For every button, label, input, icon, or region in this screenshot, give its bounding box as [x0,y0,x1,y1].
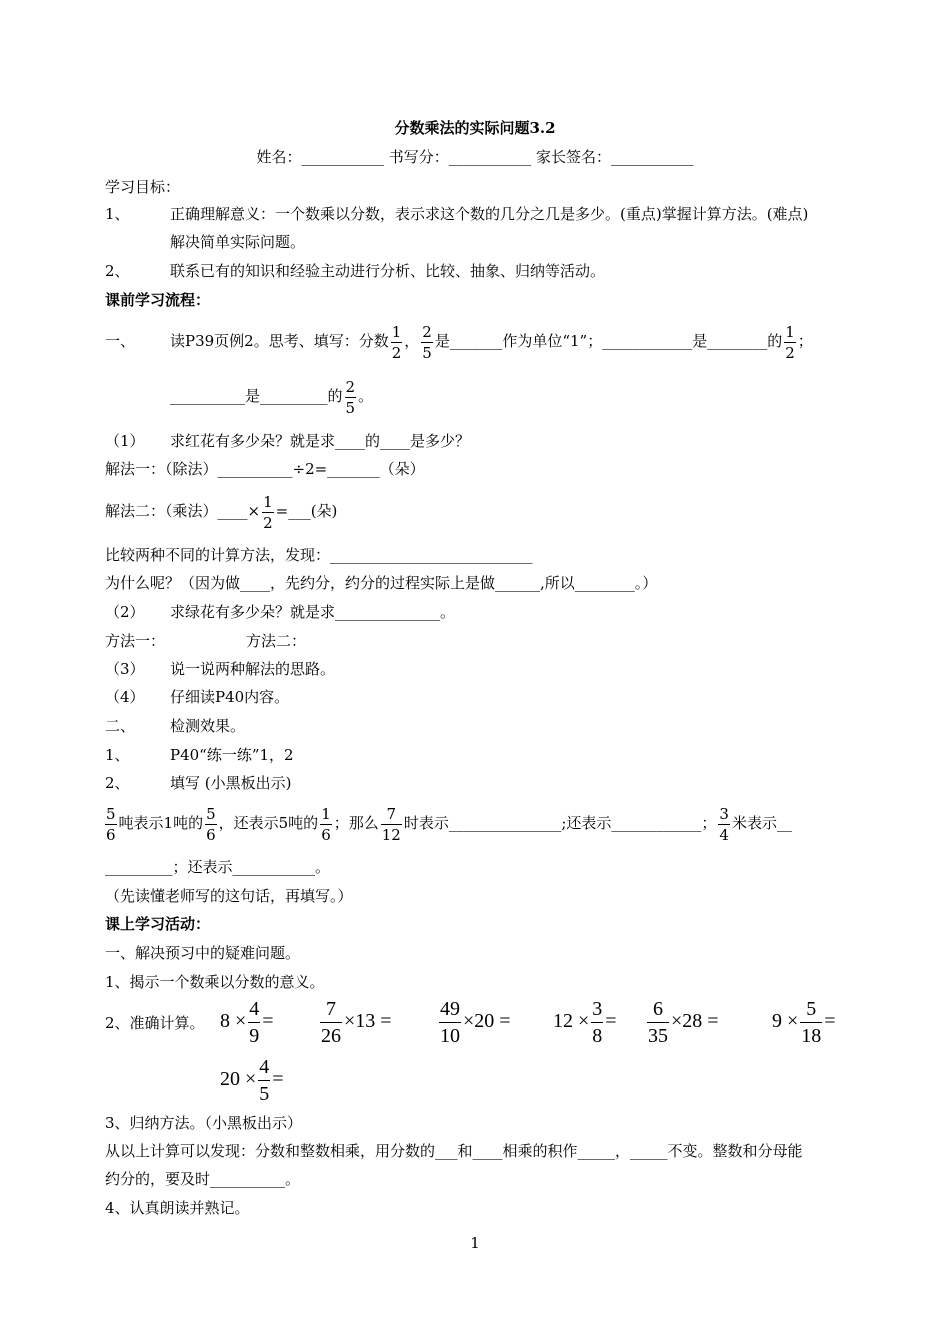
calc-2: $\frac{7}{26}$ ×13 = [321,998,392,1047]
calc-4: 12 × $\frac{3}{8}$ = [553,998,617,1047]
fill-line1 [103,800,792,846]
fill-text-d: 时表示_______________;还表示____________； [403,814,717,832]
q1-text-d: ； [797,332,813,350]
method1-line: 解法一：（除法）__________÷2=_______（朵） [105,460,425,478]
sub1-num: （1） [105,432,145,450]
sub2-text: 求绿花有多少朵？就是求______________。 [170,603,456,621]
sub3-num: （3） [105,660,145,678]
page-number: 1 [470,1234,480,1252]
preclass-heading: 课前学习流程： [105,291,211,309]
q1-num: 一、 [105,332,136,350]
q1-text-b: ， [404,332,420,350]
objective-2-text: 联系已有的知识和经验主动进行分析、比较、抽象、归纳等活动。 [170,262,606,280]
fraction-2-5: $\frac{2}{5}$ [422,322,432,362]
q1-line2-a: __________是_________的 [170,387,343,405]
q1-line1 [170,318,813,364]
method2-line [105,488,337,534]
fraction-2-5-b: $\frac{2}{5}$ [345,377,356,417]
method2-text-a: 解法二：（乘法）____× [105,502,261,520]
compare-line: 比较两种不同的计算方法，发现：___________________________ [105,546,533,564]
inclass-2: 1、揭示一个数乘以分数的意义。 [105,973,325,991]
fill-text-e: 米表示__ [731,814,792,832]
sub4-num: （4） [105,688,145,706]
inclass-1: 一、解决预习中的疑难问题。 [105,944,301,962]
p2-2-num: 2、 [105,774,130,792]
fraction-1-2-b: $\frac{1}{2}$ [785,322,795,362]
page-title: 分数乘法的实际问题3.2 [394,119,556,137]
inclass-3: 2、准确计算。 [105,1014,205,1032]
p2-1-num: 1、 [105,746,130,764]
fill-text-c: ；那么 [333,814,379,832]
sub2-num: （2） [105,603,145,621]
inclass-5a: 从以上计算可以发现：分数和整数相乘，用分数的___和____相乘的积作_____，_____不变。整数和分母能 [105,1142,803,1160]
student-info-line: 姓名：___________ 书写分：___________ 家长签名：___________ [256,148,694,166]
sub4-text: 仔细读P40内容。 [170,688,290,706]
fraction-5-6: $\frac{5}{6}$ [106,804,116,844]
fill-text-b: ，还表示5吨的 [218,814,319,832]
fill-text-a: 吨表示1吨的 [118,814,204,832]
inclass-6: 4、认真朗读并熟记。 [105,1199,250,1217]
fraction-5-6-b: $\frac{5}{6}$ [206,804,216,844]
objective-1-text: 正确理解意义：一个数乘以分数，表示求这个数的几分之几是多少。(重点)掌握计算方法。(难点) [170,205,809,223]
q1-text-c: 是_______作为单位“1”；____________是________的 [434,332,783,350]
fraction-7-12: $\frac{7}{12}$ [381,804,401,844]
calc-1: 8 × $\frac{4}{9}$ = [220,998,274,1047]
part2-num: 二、 [105,717,136,735]
method-a-label: 方法一： [105,632,166,650]
objective-1-cont: 解决简单实际问题。 [170,233,306,251]
q1-text-a: 读P39页例2。思考、填写：分数 [170,332,389,350]
fraction-1-2: $\frac{1}{2}$ [391,322,402,362]
sub1-text: 求红花有多少朵？就是求____的____是多少？ [170,432,471,450]
p2-2-text: 填写 (小黑板出示) [170,774,292,792]
fraction-1-6: $\frac{1}{6}$ [321,804,331,844]
inclass-5b: 约分的，要及时__________。 [105,1170,301,1188]
sub3-text: 说一说两种解法的思路。 [170,660,336,678]
calc-3: $\frac{49}{10}$ ×20 = [440,998,511,1047]
objective-1-num: 1、 [105,205,130,223]
calc-6: 9 × $\frac{5}{18}$ = [772,998,836,1047]
fraction-3-4: $\frac{3}{4}$ [719,804,729,844]
q1-line2 [170,373,373,419]
note-line: （先读懂老师写的这句话，再填写。） [105,887,353,905]
calc-7: 20 × $\frac{4}{5}$ = [220,1056,284,1105]
objectives-heading: 学习目标： [105,178,181,196]
calc-5: $\frac{6}{35}$ ×28 = [648,998,719,1047]
method-b-label: 方法二： [246,632,307,650]
fraction-1-2-c: $\frac{1}{2}$ [263,492,273,532]
fill-line2: _________；还表示___________。 [105,858,331,876]
inclass-4: 3、归纳方法。（小黑板出示） [105,1114,303,1132]
q1-line2-b: 。 [358,387,374,405]
inclass-heading: 课上学习活动： [105,915,211,933]
method2-text-b: =___(朵) [275,502,338,520]
why-line: 为什么呢？（因为做____，先约分，约分的过程实际上是做______,所以________。） [105,574,658,592]
objective-2-num: 2、 [105,262,130,280]
p2-1-text: P40“练一练”1，2 [170,746,294,764]
part2-text: 检测效果。 [170,717,246,735]
